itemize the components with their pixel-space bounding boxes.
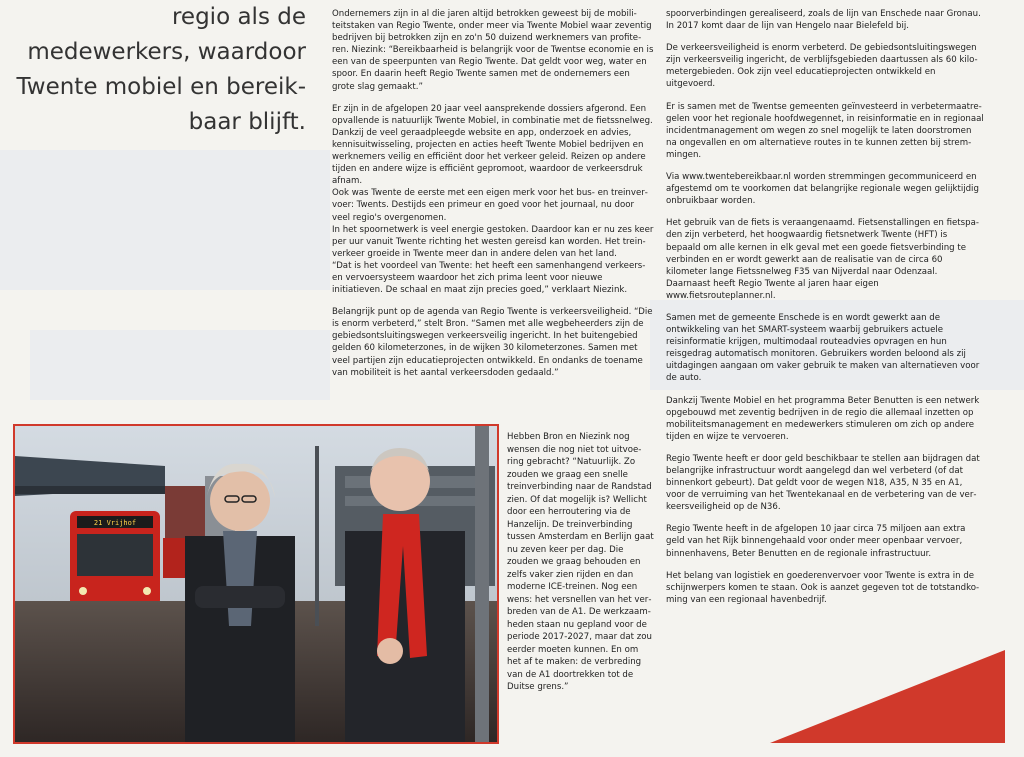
pull-quote-line: Twente mobiel en bereik- [16, 74, 306, 100]
paragraph: spoorverbindingen gerealiseerd, zoals de lijn van Enschede naar Gronau. In 2017 komt daar de lijn van Hengelo naar Bielefeld bij. [666, 9, 981, 32]
article-column-narrow [507, 431, 655, 694]
pull-quote-line: medewerkers, waardoor [27, 39, 306, 65]
pull-quote-line: regio als de [171, 4, 306, 30]
paragraph: Via www.twentebereikbaar.nl worden stremmingen gecommuniceerd en afgestemd om te voorkomen dat belangrijke regionale wegen gelijktijdig onbruikbaar worden. [666, 172, 979, 207]
pull-quote [6, 0, 306, 140]
paragraph: Het gebruik van de fiets is veraangenaamd. Fietsenstallingen en fietspaden zijn verbeterd, het hoogwaardig fietsnetwerk Twente (HFT) is bepaald om alle kernen in elk geval met een goede fietsverbinding te verbinden en er wordt gewerkt aan de realisatie van de circa 60 kilometer lange Fietssnelweg F35 van Nijverdal naar Odenzaal. Daarnaast heeft Regio Twente al jaren haar eigen www.fietsrouteplanner.nl. [666, 218, 979, 301]
paragraph: Er is samen met de Twentse gemeenten geïnvesteerd in verbetermaatregelen voor het regionale hoofdwegennet, in reisinformatie en in regionaal incidentmanagement om wegen zo snel mogelijk te laten doorstromen na ongevallen en om alternatieve routes in te kunnen zetten bij stremmingen. [666, 101, 984, 160]
article-column-middle [332, 8, 654, 389]
paragraph: In het spoornetwerk is veel energie gestoken. Daardoor kan er nu zes keer per uur vanuit Twente richting het westen gereisd kan worden. Het treinverkeer groeide in Twente meer dan in andere delen van het land. [332, 224, 654, 259]
paragraph: Er zijn in de afgelopen 20 jaar veel aansprekende dossiers afgerond. Een opvallende is natuurlijk Twente Mobiel, in combinatie met de fietssnelweg. Dankzij de veel geraadpleegde website en app, onderzoek en advies, kennisuitwisseling, projecten en acties heeft Twente Mobiel bedrijven en werknemers veilig en efficiënt door het verkeer geleid. Reizen op andere tijden en andere wijze is efficiënt gepromoot, waardoor de verkeersdruk afnam. [332, 103, 653, 187]
paragraph: Hebben Bron en Niezink nog wensen die nog niet tot uitvoering gebracht? “Natuurlijk. Zo zouden we graag een snelle treinverbinding naar de Randstad zien. Of dat mogelijk is? Wellicht door een herroutering via de Hanzelijn. De treinverbinding tussen Amsterdam en Berlijn gaat nu zeven keer per dag. Die zouden we graag behouden en zelfs vaker zien rijden en dan moderne ICE-treinen. Nog een wens: het versnellen van het verbreden van de A1. De werkzaamheden staan nu gepland voor de periode 2017-2027, maar dat zou eerder moeten kunnen. En om het af te maken: de verbreding van de A1 doortrekken tot de Duitse grens.” [507, 432, 654, 692]
paragraph: “Dat is het voordeel van Twente: het heeft een samenhangend verkeers- en vervoersysteem waardoor het zich prima leent voor nieuwe initiatieven. De schaal en maat zijn precies goed,” verklaart Niezink. [332, 260, 646, 296]
red-accent-shape [770, 648, 1010, 748]
paragraph: Regio Twente heeft er door geld beschikbaar te stellen aan bijdragen dat belangrijke infrastructuur wordt aangelegd dan wel verbeterd (of dat binnenkort gebeurt). Dat geldt voor de wegen N18, A35, N 35 en A1, voor de verruiming van het Twentekanaal en de verbetering van de verkeersveiligheid op de N36. [666, 453, 980, 513]
photo-illustration [15, 426, 497, 742]
paragraph: Het belang van logistiek en goederenvervoer voor Twente is extra in de schijnwerpers komen te staan. Ook is aanzet gegeven tot de totstandkoming van een regionaal havenbedrijf. [666, 570, 980, 605]
article-photo [13, 424, 499, 744]
paragraph: Regio Twente heeft in de afgelopen 10 jaar circa 75 miljoen aan extra geld van het Rijk binnengehaald voor onder meer openbaar vervoer, binnenhavens, Beter Benutten en de regionale infrastructuur. [666, 524, 966, 559]
paragraph: Samen met de gemeente Enschede is en wordt gewerkt aan de ontwikkeling van het SMART-systeem waarbij gebruikers actuele reisinformatie krijgen, multimodaal routeadvies opvragen en hun reisgedrag automatisch monitoren. Gebruikers worden beloond als zij uitdagingen aangaan om vaker gebruik te maken van alternatieven voor de auto. [666, 312, 980, 384]
paragraph: Belangrijk punt op de agenda van Regio Twente is verkeersveiligheid. “Die is enorm verbeterd,” stelt Bron. “Samen met alle wegbeheerders zijn de gebiedsontsluitingswegen verkeersveilig ingericht. In het buitengebied gelden 60 kilometerzones, in de wijken 30 kilometerzones. Samen met veel partijen zijn educatieprojecten ontwikkeld. En ondanks de toename van mobiliteit is het aantal verkeersdoden gedaald.” [332, 307, 653, 378]
article-column-right [666, 8, 984, 616]
paragraph: De verkeersveiligheid is enorm verbeterd. De gebiedsontsluitingswegen zijn verkeersveilig ingericht, de verblijfsgebieden daartussen als 60 kilometergebieden. Ook zijn veel educatieprojecten ontwikkeld en uitgevoerd. [666, 43, 978, 90]
paragraph: Dankzij Twente Mobiel en het programma Beter Benutten is een netwerk opgebouwd met zeventig bedrijven in de regio die allemaal inzetten op mobiliteitsmanagement en medewerkers stimuleren om zich op andere tijden en wijze te vervoeren. [666, 395, 980, 442]
paragraph: Ondernemers zijn in al die jaren altijd betrokken geweest bij de mobiliteitstaken van Regio Twente, onder meer via Twente Mobiel waar zeventig bedrijven bij betrokken zijn en zo'n 50 duizend werknemers van profiteren. Niezink: “Bereikbaarheid is belangrijk voor de Twentse economie en is een van de speerpunten van Regio Twente. Dat geldt voor weg, water en spoor. En daarin heeft Regio Twente samen met de ondernemers een grote slag gemaakt.” [332, 9, 654, 92]
pull-quote-line: baar blijft. [188, 109, 306, 135]
bus-destination-sign: 21 Vrijhof [93, 519, 137, 527]
paragraph: Ook was Twente de eerste met een eigen merk voor het bus- en treinvervoer: Twents. Destijds een primeur en goed voor het journaal, nu door veel regio's overgenomen. [332, 188, 648, 223]
